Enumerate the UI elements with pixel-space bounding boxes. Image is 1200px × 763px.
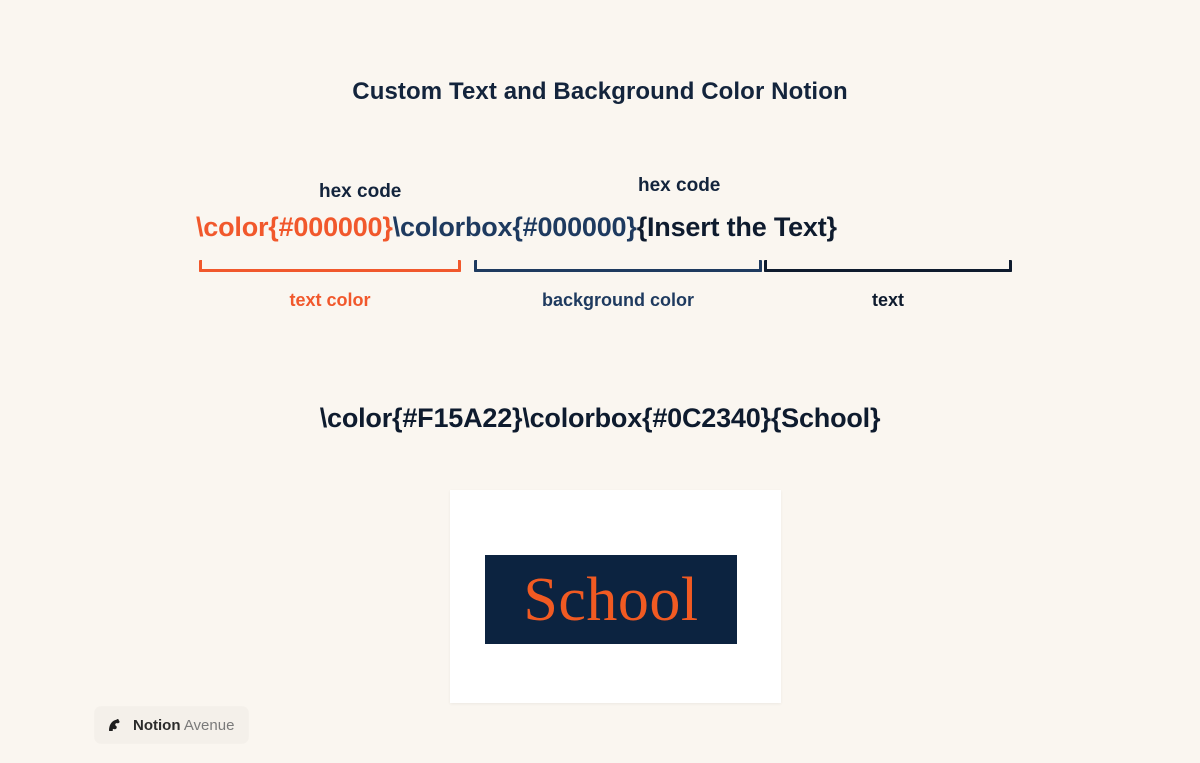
- hex-code-label-text-color: hex code: [319, 181, 402, 202]
- page-title: Custom Text and Background Color Notion: [352, 78, 848, 105]
- brand-name: [133, 717, 234, 734]
- example-formula: \color{#F15A22}\colorbox{#0C2340}{School}: [319, 403, 881, 433]
- hex-code-label-background-color: hex code: [638, 175, 721, 196]
- formula-segment-text-color: \color{#000000}: [196, 212, 393, 242]
- formula-template: [196, 212, 1026, 243]
- brand-name-strong: Notion: [133, 716, 181, 734]
- bracket-text-color: [199, 260, 461, 272]
- preview-card: [450, 490, 781, 703]
- bracket-text: [764, 260, 1012, 272]
- bracket-background-color: [474, 260, 762, 272]
- bracket-label-background-color: background color: [541, 290, 694, 310]
- bracket-label-text-color: text color: [289, 290, 371, 310]
- bracket-label-text: text: [871, 290, 904, 310]
- annotated-formula-diagram: [196, 170, 1026, 340]
- formula-segment-background-color: \colorbox{#000000}: [392, 212, 637, 242]
- notion-avenue-logo-icon: [105, 715, 125, 735]
- preview-color-swatch: [485, 555, 737, 644]
- preview-word: School: [523, 565, 699, 634]
- formula-segment-text: {Insert the Text}: [636, 212, 837, 242]
- brand-badge: [95, 707, 248, 743]
- brand-name-light: Avenue: [183, 716, 235, 734]
